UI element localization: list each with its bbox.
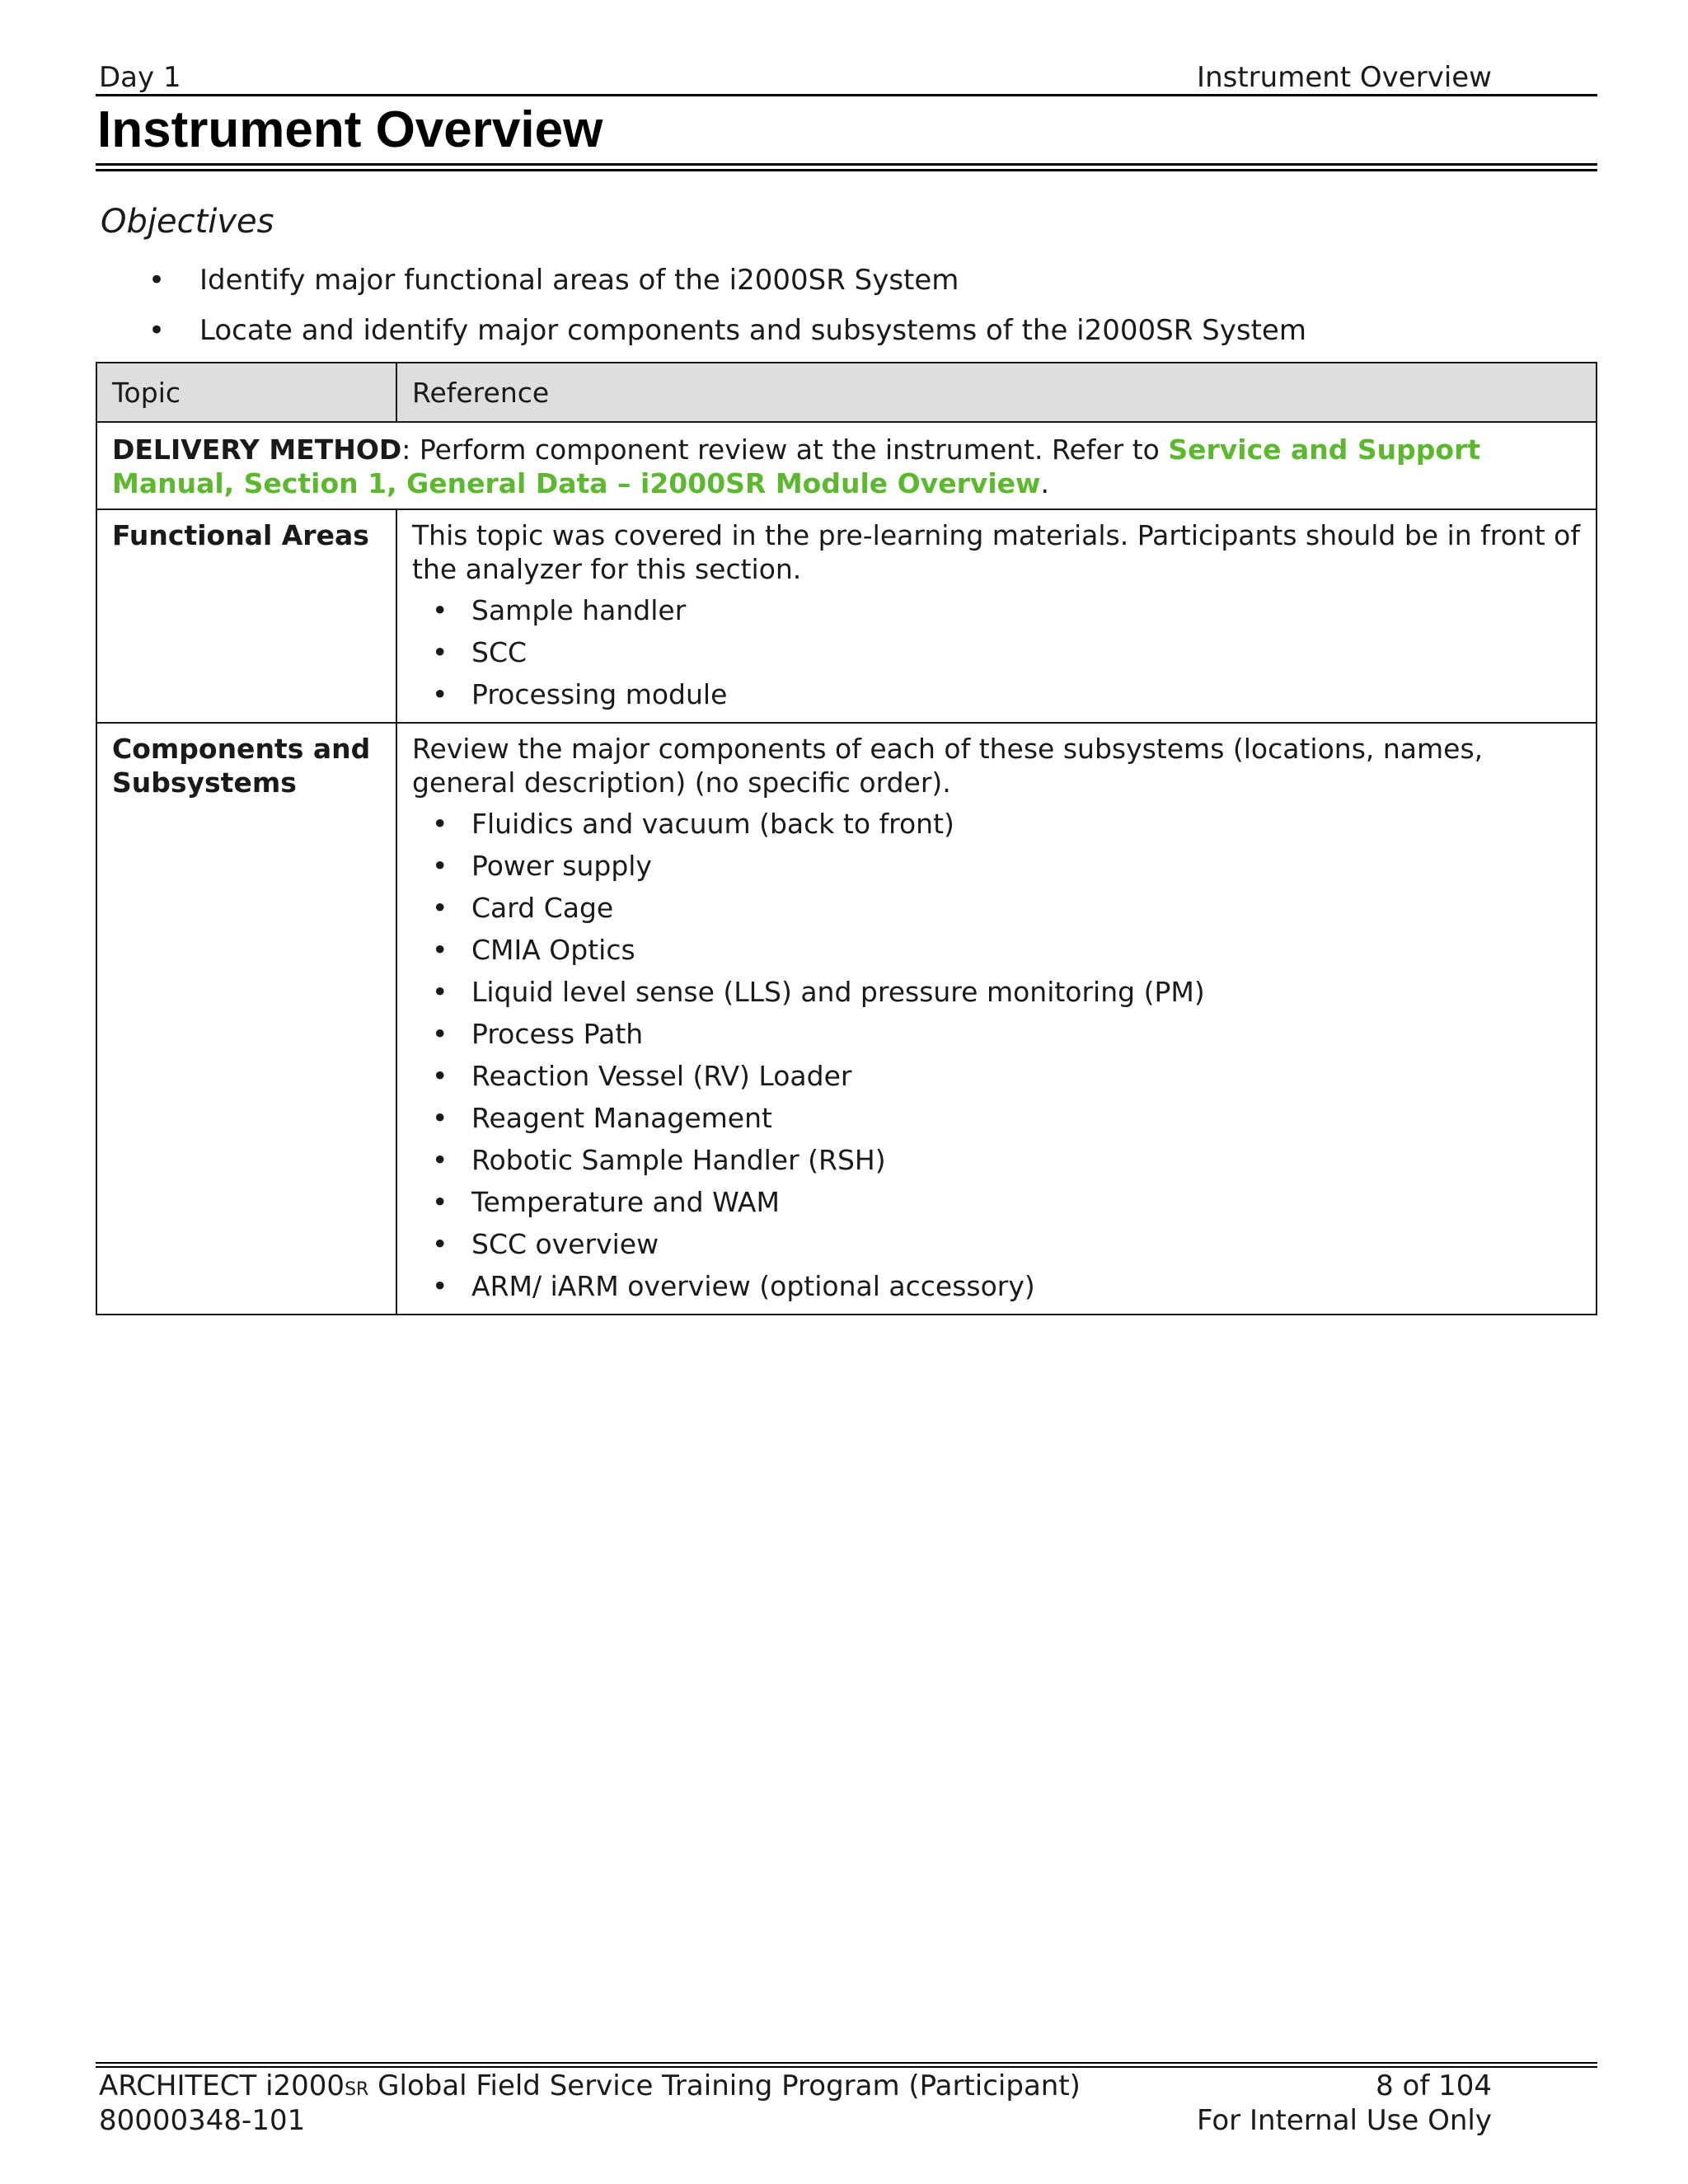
footer-line-1 xyxy=(99,2069,1492,2103)
footer-classification: For Internal Use Only xyxy=(1197,2104,1492,2137)
list-item: • SCC overview xyxy=(412,1223,1581,1265)
header-rule xyxy=(96,94,1597,96)
list-item: • Temperature and WAM xyxy=(412,1181,1581,1223)
footer-program-sr: SR xyxy=(345,2079,369,2100)
list-item: • Fluidics and vacuum (back to front) xyxy=(412,803,1581,845)
objectives-heading: Objectives xyxy=(101,203,274,241)
footer-doc-number: 80000348-101 xyxy=(99,2104,306,2137)
title-rule xyxy=(96,163,1597,166)
topic-table xyxy=(96,362,1597,1315)
list-item: • Process Path xyxy=(412,1013,1581,1055)
reference-intro: Review the major components of each of these subsystems (locations, names, general description) (no specific order). xyxy=(412,733,1484,799)
column-header-topic: Topic xyxy=(96,363,396,422)
delivery-method-end: . xyxy=(1040,467,1050,499)
page-title: Instrument Overview xyxy=(97,101,603,158)
footer-page-number: 8 of 104 xyxy=(1376,2069,1492,2102)
list-item: • Reaction Vessel (RV) Loader xyxy=(412,1055,1581,1097)
delivery-method-row xyxy=(96,422,1597,509)
objectives-list xyxy=(148,257,1306,358)
footer-rule-double xyxy=(96,2066,1597,2068)
list-item: • Power supply xyxy=(412,845,1581,887)
list-item: • ARM/ iARM overview (optional accessory) xyxy=(412,1265,1581,1307)
footer-program-prefix: ARCHITECT i2000 xyxy=(99,2069,345,2102)
topic-cell: Functional Areas xyxy=(96,509,396,723)
list-item: • CMIA Optics xyxy=(412,929,1581,971)
list-item: • SCC xyxy=(412,631,1581,673)
list-item: • Card Cage xyxy=(412,887,1581,929)
reference-intro: This topic was covered in the pre-learning materials. Participants should be in front of the analyzer for this section. xyxy=(412,519,1580,585)
reference-list xyxy=(412,589,1581,715)
footer-rule xyxy=(96,2062,1597,2064)
page-header xyxy=(99,54,1492,94)
objective-item: • Locate and identify major components and subsystems of the i2000SR System xyxy=(148,307,1306,358)
list-item: • Reagent Management xyxy=(412,1097,1581,1139)
header-day: Day 1 xyxy=(99,61,181,94)
reference-cell xyxy=(396,509,1597,723)
topic-cell: Components and Subsystems xyxy=(96,723,396,1315)
list-item: • Processing module xyxy=(412,673,1581,715)
objective-item: • Identify major functional areas of the i2000SR System xyxy=(148,257,1306,307)
list-item: • Robotic Sample Handler (RSH) xyxy=(412,1139,1581,1181)
title-rule-double xyxy=(96,169,1597,171)
list-item: • Liquid level sense (LLS) and pressure monitoring (PM) xyxy=(412,971,1581,1013)
table-row xyxy=(96,723,1597,1315)
table-header-row xyxy=(96,363,1597,422)
table-row xyxy=(96,509,1597,723)
delivery-method-cell xyxy=(96,422,1597,509)
reference-list xyxy=(412,803,1581,1307)
list-item: • Sample handler xyxy=(412,589,1581,631)
footer-program xyxy=(99,2069,1081,2103)
footer-line-2 xyxy=(99,2103,1492,2138)
delivery-method-text: : Perform component review at the instrument. Refer to xyxy=(401,434,1169,466)
column-header-reference: Reference xyxy=(396,363,1597,422)
manual-reference-link[interactable]: Service and Support Manual, Section 1, General Data – i2000SR Module Overview xyxy=(112,434,1481,499)
delivery-method-label: DELIVERY METHOD xyxy=(112,434,402,466)
footer-program-suffix: Global Field Service Training Program (Participant) xyxy=(368,2069,1081,2102)
reference-cell xyxy=(396,723,1597,1315)
header-section: Instrument Overview xyxy=(1197,61,1492,94)
